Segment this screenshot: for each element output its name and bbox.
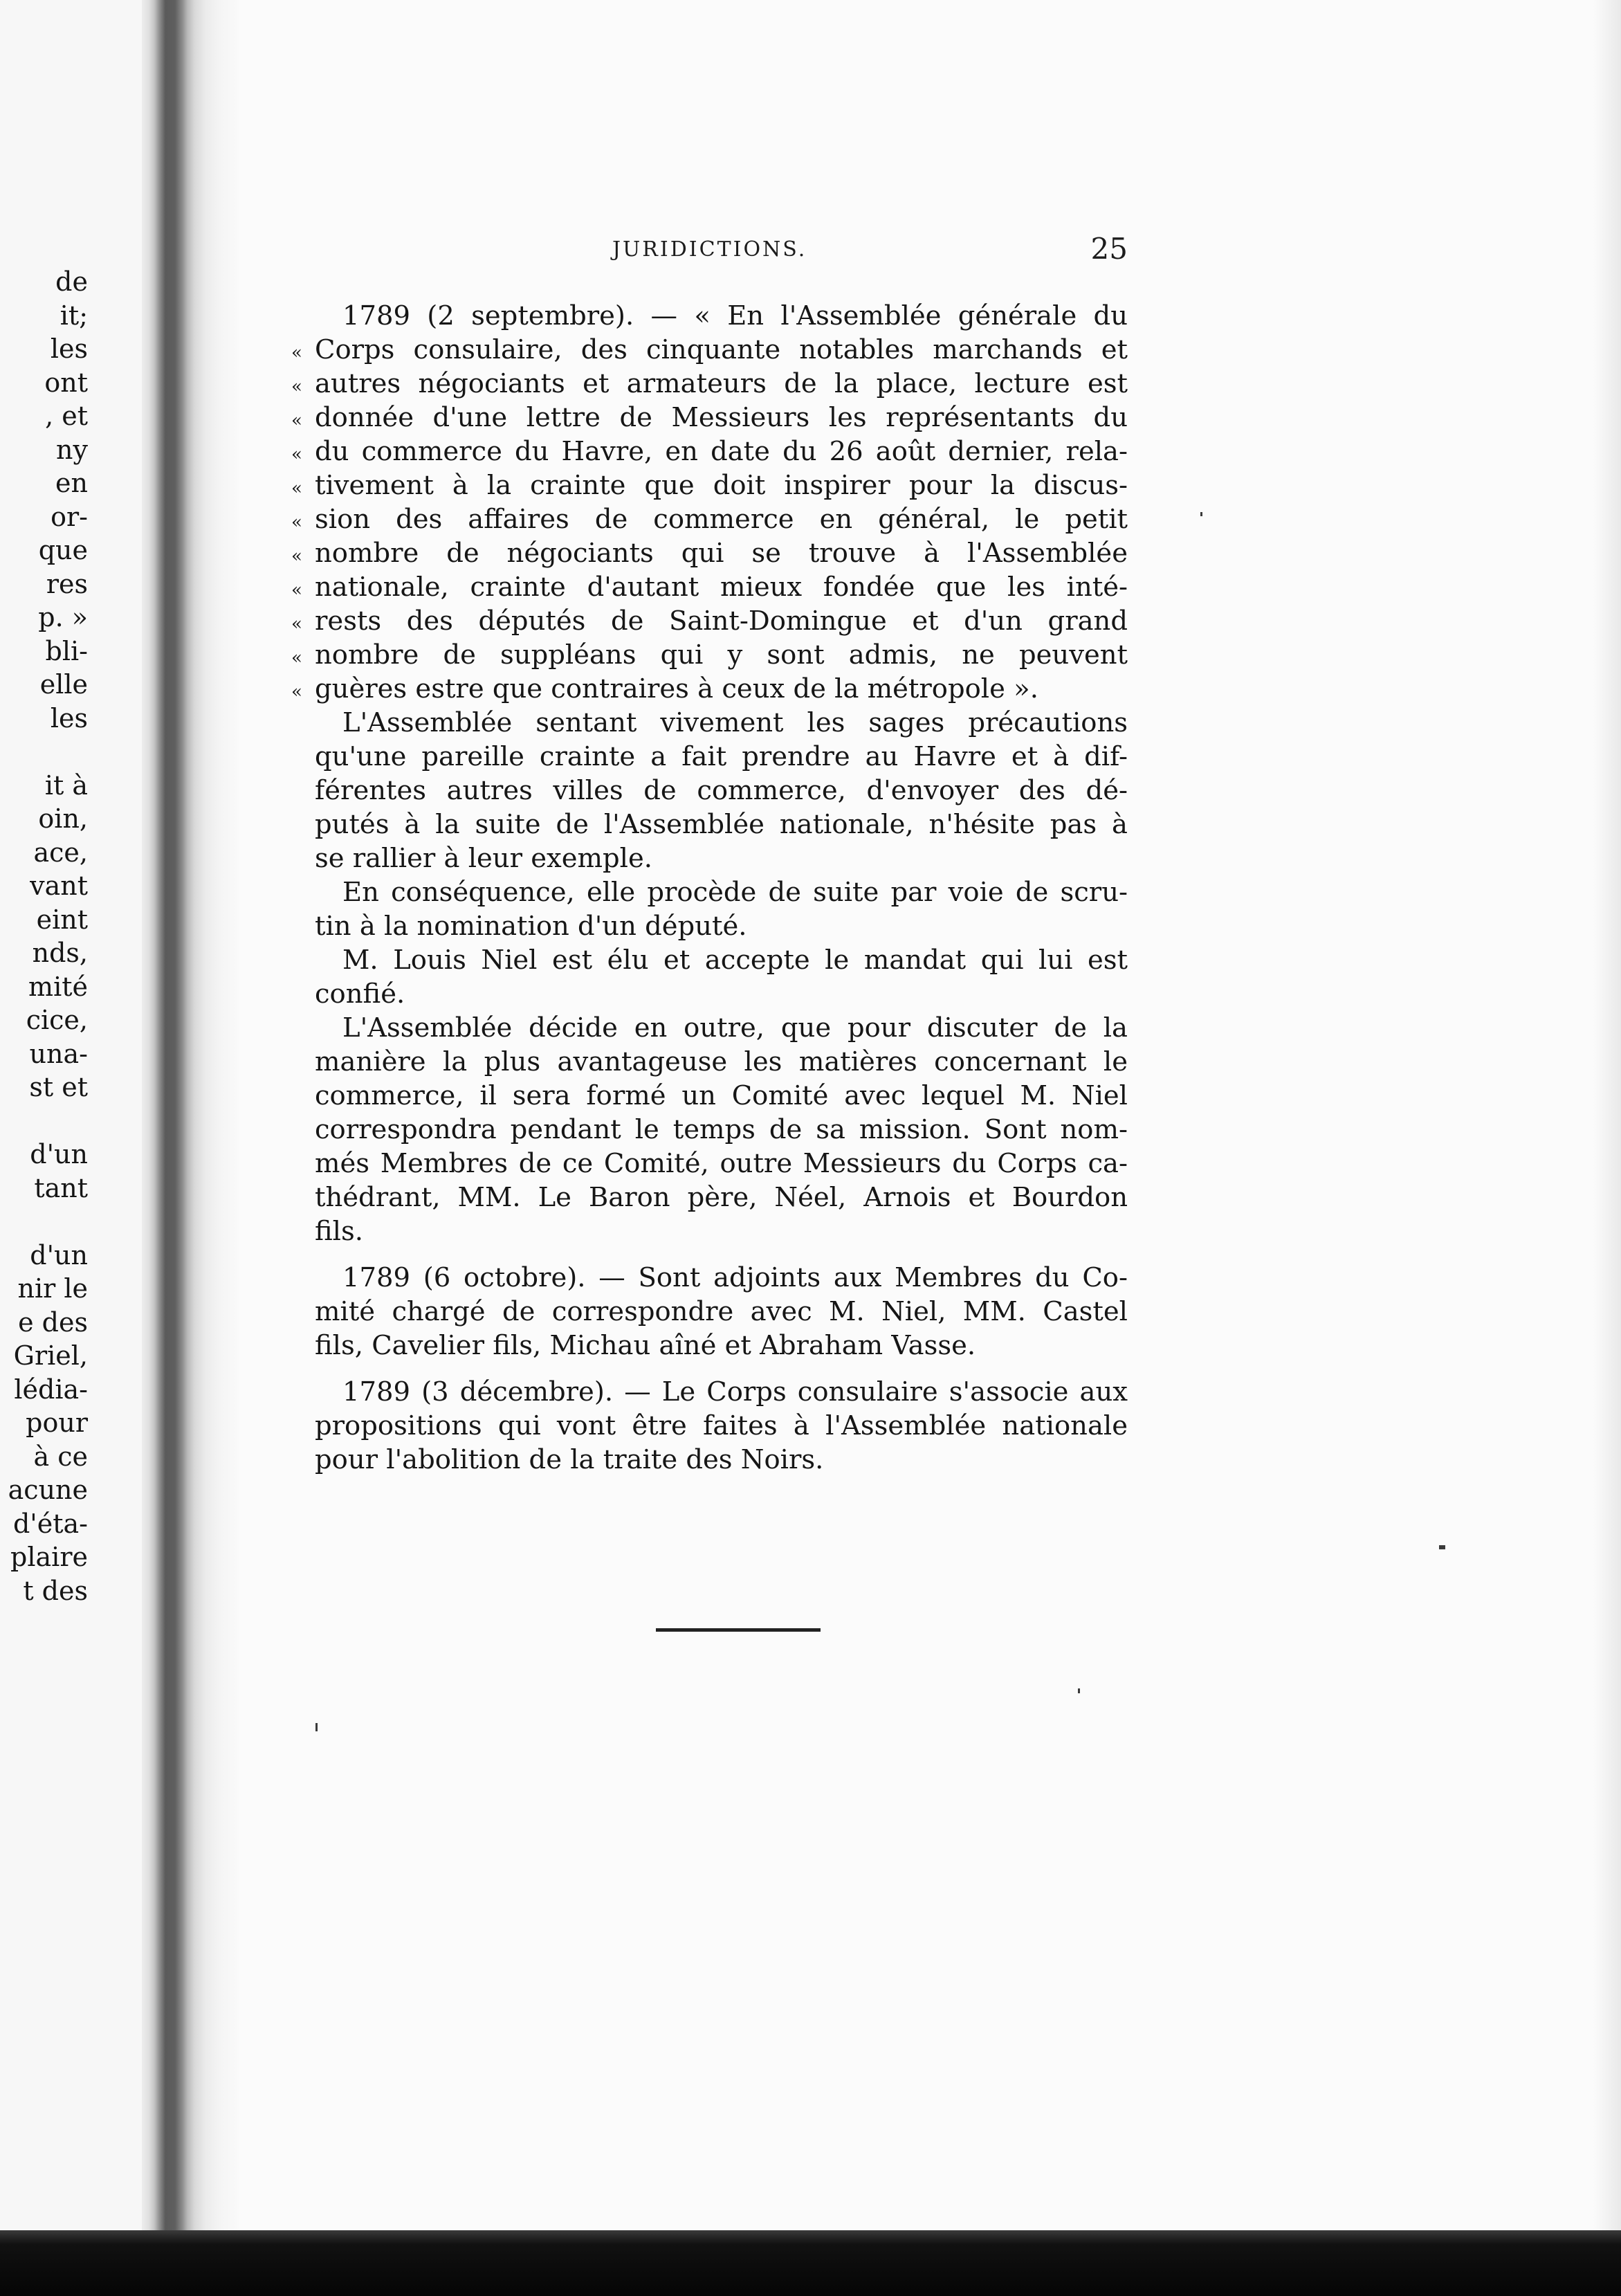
quotation-mark: « [291, 410, 302, 431]
quotation-mark: « [291, 343, 302, 363]
line-text: 1789 (3 décembre). — Le Corps consulaire s'associe aux [342, 1376, 1128, 1407]
facing-page-line: à ce [33, 1441, 88, 1472]
facing-page-line: en [55, 468, 88, 498]
facing-page-line: p. » [38, 602, 88, 632]
line-text: mité chargé de correspondre avec M. Niel, MM. Castel [315, 1296, 1128, 1327]
facing-page-line: d'un [30, 1239, 88, 1270]
quotation-mark: « [291, 376, 302, 397]
text-line [315, 774, 1128, 808]
text-line [315, 808, 1128, 841]
line-text: fils, Cavelier fils, Michau aîné et Abraham Vasse. [315, 1330, 976, 1361]
paragraph-gap [315, 1248, 1128, 1261]
quotation-mark: « [291, 648, 302, 668]
text-line [291, 536, 1128, 570]
text-line [291, 672, 1128, 706]
line-text: pour l'abolition de la traite des Noirs. [315, 1444, 824, 1475]
facing-page-line: d'un [30, 1139, 88, 1169]
quotation-mark: « [291, 512, 302, 533]
facing-page-line: una- [29, 1038, 88, 1069]
facing-page-line: res [46, 568, 88, 599]
text-line [291, 502, 1128, 536]
facing-page-line: cice, [26, 1005, 88, 1035]
facing-page-text [8, 265, 88, 1607]
scan-speck [315, 1723, 318, 1731]
facing-page-line: lédia- [14, 1374, 88, 1405]
line-text: tivement à la crainte que doit inspirer pour la discus- [315, 470, 1128, 501]
page-edge-shadow [1593, 0, 1621, 2296]
facing-page-line: les [50, 702, 88, 734]
line-text: L'Assemblée sentant vivement les sages précautions [342, 707, 1128, 738]
line-text: fils. [315, 1216, 363, 1247]
facing-page-line: vant [30, 871, 88, 901]
line-text: commerce, il sera formé un Comité avec lequel M. Niel [315, 1080, 1128, 1111]
facing-page-line: eint [36, 904, 88, 935]
text-line [291, 333, 1128, 367]
text-line [315, 299, 1128, 333]
text-line [291, 604, 1128, 638]
line-text: autres négociants et armateurs de la place, lecture est [315, 368, 1128, 399]
facing-page-line: mité [28, 971, 88, 1002]
facing-page-line: t des [23, 1575, 88, 1606]
paragraph [315, 706, 1128, 875]
facing-page-line: de [55, 266, 88, 297]
end-rule [656, 1628, 821, 1632]
scan-speck [1200, 512, 1202, 516]
facing-page-line: it à [44, 769, 88, 801]
line-text: thédrant, MM. Le Baron père, Néel, Arnois et Bourdon [315, 1182, 1128, 1213]
paragraph [315, 1261, 1128, 1363]
line-text: propositions qui vont être faites à l'Assemblée nationale [315, 1410, 1128, 1441]
quotation-mark: « [291, 478, 302, 499]
facing-page-line: e des [18, 1306, 88, 1338]
facing-page-line: d'éta- [12, 1508, 88, 1539]
facing-page-line: oin, [38, 803, 88, 834]
text-line [291, 401, 1128, 435]
text-line [291, 638, 1128, 672]
facing-page-fragment [0, 0, 142, 2296]
facing-page-line: les [50, 334, 88, 364]
paragraph-gap [315, 1363, 1128, 1375]
scanner-bed-edge [0, 2230, 1621, 2296]
text-line [315, 1329, 1128, 1363]
scan-speck [1439, 1545, 1445, 1549]
facing-page-line: acune [8, 1475, 88, 1505]
line-text: confié. [315, 978, 405, 1010]
line-text: 1789 (6 octobre). — Sont adjoints aux Membres du Co- [342, 1262, 1128, 1293]
text-line [315, 909, 1128, 943]
facing-page-gap [8, 735, 88, 769]
text-line [315, 1181, 1128, 1214]
line-text: qu'une pareille crainte a fait prendre au Havre et à dif- [315, 741, 1128, 772]
text-line [315, 1079, 1128, 1113]
line-text: donnée d'une lettre de Messieurs les représentants du [315, 402, 1128, 433]
line-text: correspondra pendant le temps de sa mission. Sont nom- [315, 1114, 1128, 1145]
text-line [315, 1214, 1128, 1248]
paragraph [315, 943, 1128, 1011]
facing-page-line: que [38, 535, 88, 565]
facing-page-line: nir le [17, 1273, 88, 1304]
line-text: Corps consulaire, des cinquante notables marchands et [315, 334, 1128, 365]
text-line [315, 1045, 1128, 1079]
paragraph [315, 1375, 1128, 1477]
page-number: 25 [1090, 232, 1128, 266]
binding-gutter-shadow [142, 0, 239, 2296]
text-line [291, 570, 1128, 604]
line-text: guères estre que contraires à ceux de la métropole ». [315, 673, 1038, 704]
line-text: sion des affaires de commerce en général, le petit [315, 504, 1128, 535]
facing-page-gap [8, 1104, 88, 1138]
paragraph [291, 299, 1128, 706]
quotation-mark: « [291, 614, 302, 635]
line-text: tin à la nomination d'un député. [315, 911, 747, 942]
line-text: L'Assemblée décide en outre, que pour discuter de la [342, 1012, 1128, 1044]
quotation-mark: « [291, 546, 302, 567]
line-text: més Membres de ce Comité, outre Messieurs du Corps ca- [315, 1148, 1128, 1179]
text-line [315, 1409, 1128, 1443]
text-line [315, 740, 1128, 774]
text-line [291, 468, 1128, 502]
text-line [291, 367, 1128, 401]
facing-page-line: ny [56, 434, 88, 465]
facing-page-line: Griel, [13, 1340, 88, 1371]
line-text: putés à la suite de l'Assemblée nationale, n'hésite pas à [315, 809, 1128, 840]
facing-page-line: or- [51, 501, 88, 532]
facing-page-line: st et [29, 1072, 88, 1102]
text-line [315, 875, 1128, 909]
facing-page-line: ont [44, 367, 88, 398]
facing-page-line: ace, [33, 837, 88, 868]
text-line [315, 1113, 1128, 1147]
paragraph [315, 1011, 1128, 1248]
line-text: En conséquence, elle procède de suite par voie de scru- [342, 877, 1128, 908]
running-header-title: JURIDICTIONS. [612, 237, 807, 262]
facing-page-line: pour [26, 1407, 88, 1438]
line-text: rests des députés de Saint-Domingue et d'un grand [315, 605, 1128, 637]
facing-page-gap [8, 1205, 88, 1239]
facing-page-line: plaire [10, 1542, 88, 1572]
facing-page-line: , et [45, 401, 88, 431]
line-text: nombre de suppléans qui y sont admis, ne peuvent [315, 639, 1128, 671]
line-text: nationale, crainte d'autant mieux fondée que les inté- [315, 572, 1128, 603]
text-line [315, 977, 1128, 1011]
text-line [291, 435, 1128, 468]
text-line [315, 943, 1128, 977]
text-line [315, 841, 1128, 875]
line-text: 1789 (2 septembre). — « En l'Assemblée générale du [342, 300, 1128, 331]
facing-page-line: nds, [32, 938, 88, 968]
text-line [315, 1147, 1128, 1181]
facing-page-line: bli- [45, 635, 88, 666]
facing-page-line: it; [59, 300, 88, 331]
line-text: férentes autres villes de commerce, d'envoyer des dé- [315, 775, 1128, 806]
line-text: manière la plus avantageuse les matières concernant le [315, 1046, 1128, 1077]
page-body [291, 299, 1128, 1477]
facing-page-line: elle [39, 669, 88, 700]
line-text: nombre de négociants qui se trouve à l'Assemblée [315, 538, 1128, 569]
scan-speck [1078, 1688, 1080, 1693]
line-text: se rallier à leur exemple. [315, 843, 652, 874]
paragraph [315, 875, 1128, 943]
line-text: M. Louis Niel est élu et accepte le mandat qui lui est [342, 945, 1128, 976]
facing-page-line: tant [34, 1172, 88, 1203]
running-header [315, 232, 1128, 272]
text-line [315, 1295, 1128, 1329]
text-line [315, 1011, 1128, 1045]
quotation-mark: « [291, 682, 302, 702]
text-line [315, 1375, 1128, 1409]
text-line [315, 1443, 1128, 1477]
text-line [315, 706, 1128, 740]
text-line [315, 1261, 1128, 1295]
line-text: du commerce du Havre, en date du 26 août dernier, rela- [315, 436, 1128, 467]
quotation-mark: « [291, 444, 302, 465]
quotation-mark: « [291, 580, 302, 601]
